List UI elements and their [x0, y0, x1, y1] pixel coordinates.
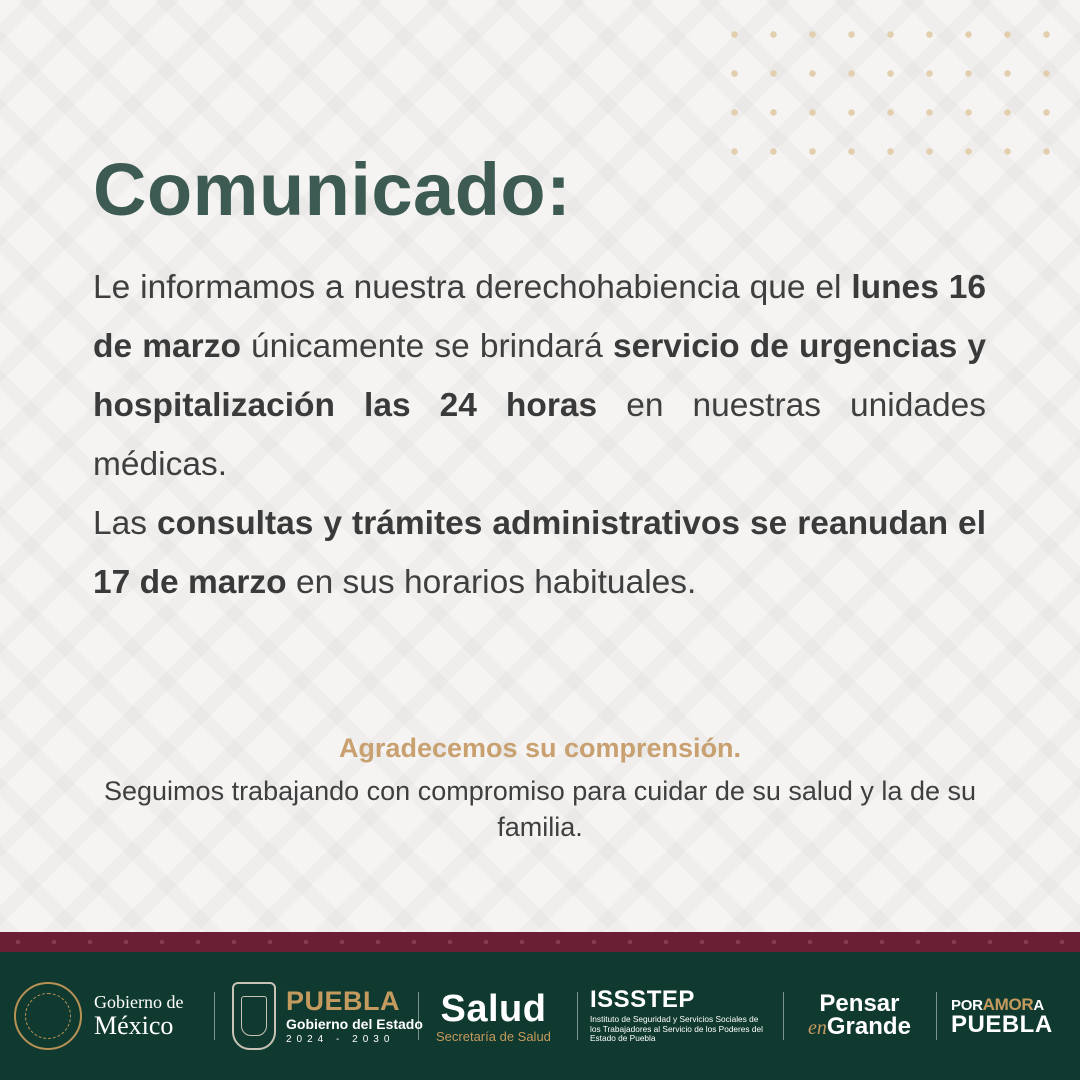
amor-post: A: [1033, 996, 1044, 1014]
paragraph-2-text: en sus horarios habituales.: [286, 564, 697, 601]
por-amor-a-puebla-logo: [951, 952, 1053, 1080]
footer-divider: [214, 992, 215, 1040]
salud-logo: [436, 952, 551, 1080]
footer-divider: [936, 992, 937, 1040]
paragraph-1-text: únicamente se brindará: [240, 328, 613, 365]
pensar-line2: Grande: [826, 1013, 911, 1040]
paragraph-1-date: lunes 16 de marzo: [93, 269, 986, 365]
issstep-line1: ISSSTEP: [590, 986, 695, 1014]
notice-paragraph-2: [93, 494, 986, 612]
amor-highlight: AMOR: [982, 994, 1034, 1014]
decorative-dot-grid: [715, 15, 1060, 165]
paragraph-1-text: en nuestras unidades médicas.: [93, 387, 986, 483]
national-seal-icon: [14, 982, 82, 1050]
puebla-line3: 2024 - 2030: [286, 1033, 395, 1045]
salud-line1: Salud: [440, 987, 547, 1030]
pensar-line1: Pensar: [819, 990, 900, 1018]
pensar-en: en: [808, 1017, 827, 1039]
amor-line2: PUEBLA: [951, 1010, 1053, 1038]
notice-paragraph-1: [93, 258, 986, 494]
salud-line2: Secretaría de Salud: [436, 1028, 551, 1044]
notice-title: Comunicado:: [93, 148, 572, 231]
footer-divider: [418, 992, 419, 1040]
gobierno-mexico-logo: [14, 952, 183, 1080]
issstep-logo: [590, 952, 770, 1080]
paragraph-1-service: servicio de urgencias y hospitalización las 24 horas: [93, 328, 986, 424]
paragraph-2-text: Las: [93, 505, 158, 542]
decorative-stripe: [0, 932, 1080, 952]
pensar-grande-logo: [808, 952, 911, 1080]
paragraph-2-resume: consultas y trámites administrativos se reanudan el 17 de marzo: [93, 505, 986, 601]
closing-message: Seguimos trabajando con compromiso para cuidar de su salud y la de su familia.: [104, 776, 976, 842]
gobierno-mexico-line1: Gobierno de: [94, 991, 184, 1012]
notice-body: [93, 258, 986, 612]
puebla-shield-icon: [232, 982, 276, 1050]
puebla-line2: Gobierno del Estado: [286, 1015, 423, 1032]
amor-pre: POR: [951, 996, 983, 1014]
footer-divider: [577, 992, 578, 1040]
footer-logos: [0, 952, 1080, 1080]
thanks-heading: Agradecemos su comprensión.: [338, 733, 742, 763]
puebla-line1: PUEBLA: [286, 985, 401, 1016]
puebla-logo: [232, 952, 423, 1080]
issstep-line2: Instituto de Seguridad y Servicios Sociales de los Trabajadores al Servicio de los Poderes del Estado de Puebla: [590, 1014, 763, 1044]
footer-divider: [783, 992, 784, 1040]
paragraph-1-text: Le informamos a nuestra derechohabiencia que el: [93, 269, 852, 306]
gobierno-mexico-line2: México: [94, 1010, 174, 1040]
